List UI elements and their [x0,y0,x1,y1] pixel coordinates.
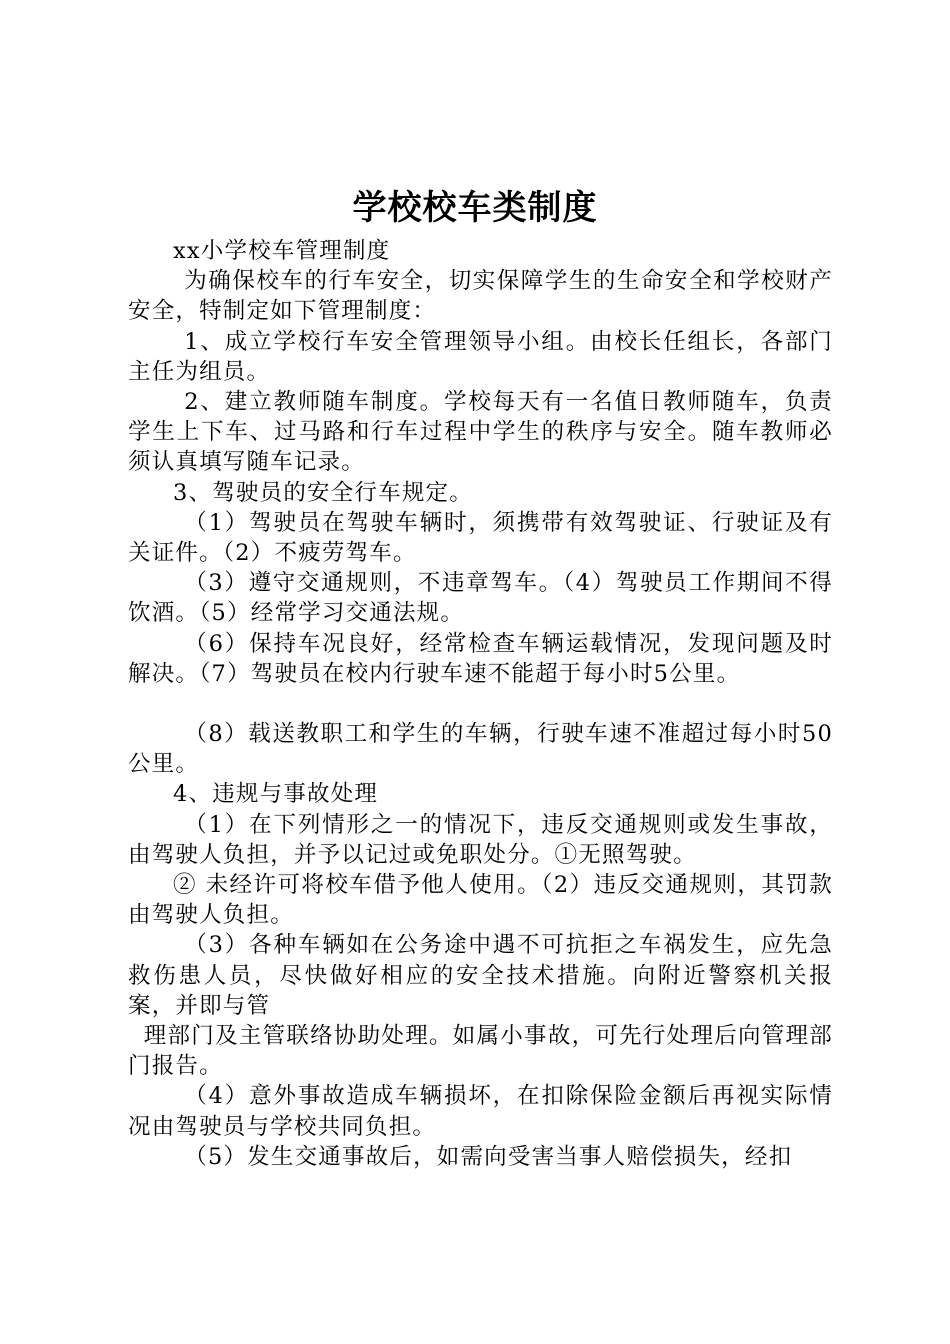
paragraph-subtitle: xx小学校车管理制度 [173,238,391,264]
paragraph-rule-6-7: （6）保持车况良好，经常检查车辆运载情况，发现问题及时解决。（7）驾驶员在校内行驶车速不能超于每小时5公里。 [128,630,833,687]
paragraph-violation-2: ② 未经许可将校车借予他人使用。（2）违反交通规则，其罚款由驾驶人负担。 [128,872,833,929]
paragraph-rule-1-2: （1）驾驶员在驾驶车辆时，须携带有效驾驶证、行驶证及有关证件。（2）不疲劳驾车。 [128,509,833,567]
paragraph-violation-4: （4）意外事故造成车辆损坏，在扣除保险金额后再视实际情况由驾驶员与学校共同负担。 [128,1083,833,1140]
paragraph-item-1: 1、成立学校行车安全管理领导小组。由校长任组长，各部门主任为组员。 [128,328,833,385]
blank-line [128,689,833,719]
document-body [128,236,833,1172]
paragraph-violation-5: （5）发生交通事故后，如需向受害当事人赔偿损失，经扣 [184,1143,793,1170]
paragraph-violation-3: （3）各种车辆如在公务途中遇不可抗拒之车祸发生，应先急救伤患人员，尽快做好相应的安全技术措施。向附近警察机关报案，并即与管 [128,932,833,1019]
paragraph-item-3: 3、驾驶员的安全行车规定。 [173,479,473,506]
paragraph-item-2: 2、建立教师随车制度。学校每天有一名值日教师随车，负责学生上下车、过马路和行车过程中学生的秩序与安全。随车教师必须认真填写随车记录。 [128,389,833,476]
paragraph-item-4: 4、违规与事故处理 [173,781,379,808]
paragraph-violation-1: （1）在下列情形之一的情况下，违反交通规则或发生事故，由驾驶人负担，并予以记过或免职处分。①无照驾驶。 [128,811,833,868]
paragraph-intro: 为确保校车的行车安全，切实保障学生的生命安全和学校财产安全，特制定如下管理制度： [128,268,833,325]
paragraph-violation-3-cont: 理部门及主管联络协助处理。如属小事故，可先行处理后向管理部门报告。 [128,1023,833,1080]
paragraph-rule-3-5: （3）遵守交通规则，不违章驾车。（4）驾驶员工作期间不得饮酒。（5）经常学习交通法规。 [128,570,833,627]
paragraph-rule-8: （8）载送教职工和学生的车辆，行驶车速不准超过每小时50公里。 [128,721,833,778]
document-title: 学校校车类制度 [352,188,598,228]
